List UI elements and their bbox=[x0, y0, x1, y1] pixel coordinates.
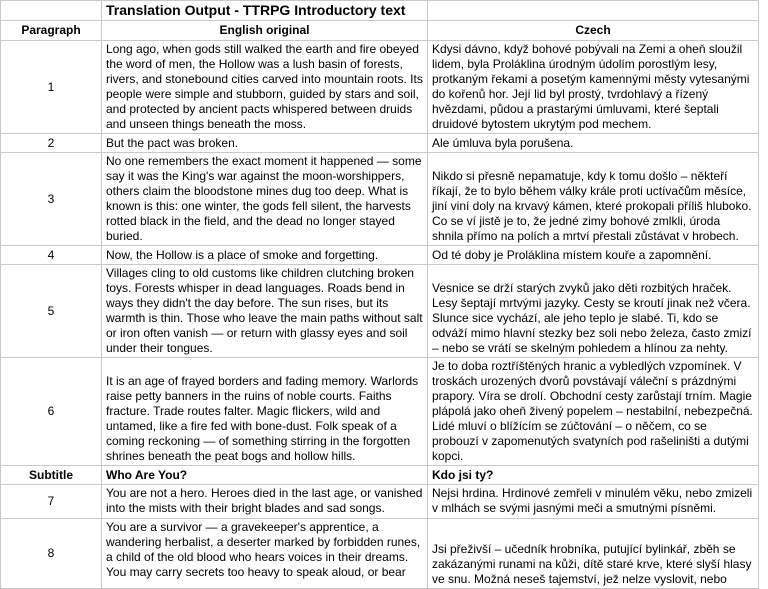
paragraph-number-cell[interactable]: 8 bbox=[1, 519, 102, 589]
header-row bbox=[1, 21, 759, 41]
czech-cell[interactable]: Jsi přeživší – učedník hrobníka, putující bylinkář, zběh se zakázanými runami na kůži, dítě staré krve, které slyší hlasy ve snu. Možná neseš tajemství, jež nelze vyslovit, nebo bbox=[428, 519, 759, 589]
paragraph-number-cell[interactable]: 5 bbox=[1, 265, 102, 358]
english-cell[interactable]: No one remembers the exact moment it happened — some say it was the King's war against the moon-worshippers, others claim the bloodstone mines dug too deep. What is known is this: one winter, the gods fell silent, the harvests rotted black in the field, and the dead no longer stayed buried. bbox=[102, 153, 428, 246]
english-cell[interactable]: You are not a hero. Heroes died in the last age, or vanished into the mists with their bright blades and sad songs. bbox=[102, 485, 428, 519]
table-row bbox=[1, 485, 759, 519]
czech-subtitle-cell[interactable]: Kdo jsi ty? bbox=[428, 466, 759, 485]
paragraph-number-cell[interactable]: 1 bbox=[1, 41, 102, 134]
table-row bbox=[1, 153, 759, 246]
subtitle-row bbox=[1, 466, 759, 485]
czech-cell[interactable]: Je to doba roztříštěných hranic a vybledlých vzpomínek. V troskách urozených dvorů povstávají váleční s prázdnými prapory. Víra se drolí. Obchodní cesty zarůstají trním. Magie plápolá jako oheň živený popelem – nestabilní, nebezpečná. Lidé mluví o blížícím se zúčtování – o něčem, co se probouzí v zapomenutých svatyních pod rašeliništi a dutými kopci. bbox=[428, 358, 759, 466]
czech-cell[interactable]: Od té doby je Proláklina místem kouře a zapomnění. bbox=[428, 246, 759, 265]
english-cell[interactable]: It is an age of frayed borders and fading memory. Warlords raise petty banners in the ruins of noble courts. Faiths fracture. Trade routes falter. Magic flickers, wild and untamed, like a fire fed with bone-dust. Folk speak of a coming reckoning — of something stirring in the forgotten shrines beneath the peat bogs and hollow hills. bbox=[102, 358, 428, 466]
czech-cell[interactable]: Nikdo si přesně nepamatuje, kdy k tomu došlo – někteří říkají, že to bylo během války krále proti uctívačům měsíce, jiní viní doly na krvavý kámen, které prokopali příliš hluboko. Co se ví jistě je to, že jedné zimy bohové zmlkli, úroda shnila přímo na polích a mrtví přestali zůstávat v hrobech. bbox=[428, 153, 759, 246]
paragraph-number-cell[interactable]: 4 bbox=[1, 246, 102, 265]
title-blank-cell[interactable] bbox=[1, 1, 102, 21]
english-cell[interactable]: Now, the Hollow is a place of smoke and forgetting. bbox=[102, 246, 428, 265]
paragraph-number-cell[interactable]: 7 bbox=[1, 485, 102, 519]
czech-cell[interactable]: Kdysi dávno, když bohové pobývali na Zemi a oheň sloužil lidem, byla Proláklina úrodným údolím porostlým lesy, protkaným řekami a posetým kamennými městy vytesanými do kořenů hor. Její lid byl prostý, tvrdohlavý a řízený hvězdami, půdou a prastarými úmluvami, které šeptali druidové bytostem ukrytým pod mechem. bbox=[428, 41, 759, 134]
subtitle-label-cell[interactable]: Subtitle bbox=[1, 466, 102, 485]
table-row bbox=[1, 246, 759, 265]
header-czech[interactable]: Czech bbox=[428, 21, 759, 41]
paragraph-number-cell[interactable]: 2 bbox=[1, 134, 102, 153]
czech-cell[interactable]: Ale úmluva byla porušena. bbox=[428, 134, 759, 153]
paragraph-number-cell[interactable]: 3 bbox=[1, 153, 102, 246]
english-cell[interactable]: You are a survivor — a gravekeeper's apprentice, a wandering herbalist, a deserter marked by forbidden runes, a child of the old blood who hears voices in their dreams. You may carry secrets too heavy to speak aloud, or bear bbox=[102, 519, 428, 589]
table-row bbox=[1, 41, 759, 134]
czech-cell[interactable]: Nejsi hrdina. Hrdinové zemřeli v minulém věku, nebo zmizeli v mlhách se svými jasnými meči a smutnými písněmi. bbox=[428, 485, 759, 519]
english-cell[interactable]: But the pact was broken. bbox=[102, 134, 428, 153]
table-row bbox=[1, 265, 759, 358]
english-cell[interactable]: Long ago, when gods still walked the earth and fire obeyed the word of men, the Hollow was a lush basin of forests, rivers, and stonebound cities carved into mountain roots. Its people were simple and stubborn, guided by stars and soil, and protected by ancient pacts whispered between druids and unseen things beneath the moss. bbox=[102, 41, 428, 134]
table-row bbox=[1, 519, 759, 589]
table-row bbox=[1, 358, 759, 466]
table-row bbox=[1, 134, 759, 153]
english-subtitle-cell[interactable]: Who Are You? bbox=[102, 466, 428, 485]
title-blank-cell-czech[interactable] bbox=[428, 1, 759, 21]
header-english[interactable]: English original bbox=[102, 21, 428, 41]
czech-cell[interactable]: Vesnice se drží starých zvyků jako děti rozbitých hraček. Lesy šeptají mrtvými jazyky. Cesty se kroutí jinak než včera. Slunce sice vychází, ale jeho teplo je slabé. Ti, kdo se odváží mimo hlavní stezky bez soli nebo železa, často zmizí – nebo se vrátí se skelným pohledem a hlínou za nehty. bbox=[428, 265, 759, 358]
title-row bbox=[1, 1, 759, 21]
english-cell[interactable]: Villages cling to old customs like children clutching broken toys. Forests whisper in dead languages. Roads bend in ways they didn't the day before. The sun rises, but its warmth is thin. Those who leave the main paths without salt or iron often vanish — or return with glassy eyes and soil under their tongues. bbox=[102, 265, 428, 358]
paragraph-number-cell[interactable]: 6 bbox=[1, 358, 102, 466]
header-paragraph[interactable]: Paragraph bbox=[1, 21, 102, 41]
sheet-title[interactable]: Translation Output - TTRPG Introductory text bbox=[102, 1, 428, 21]
